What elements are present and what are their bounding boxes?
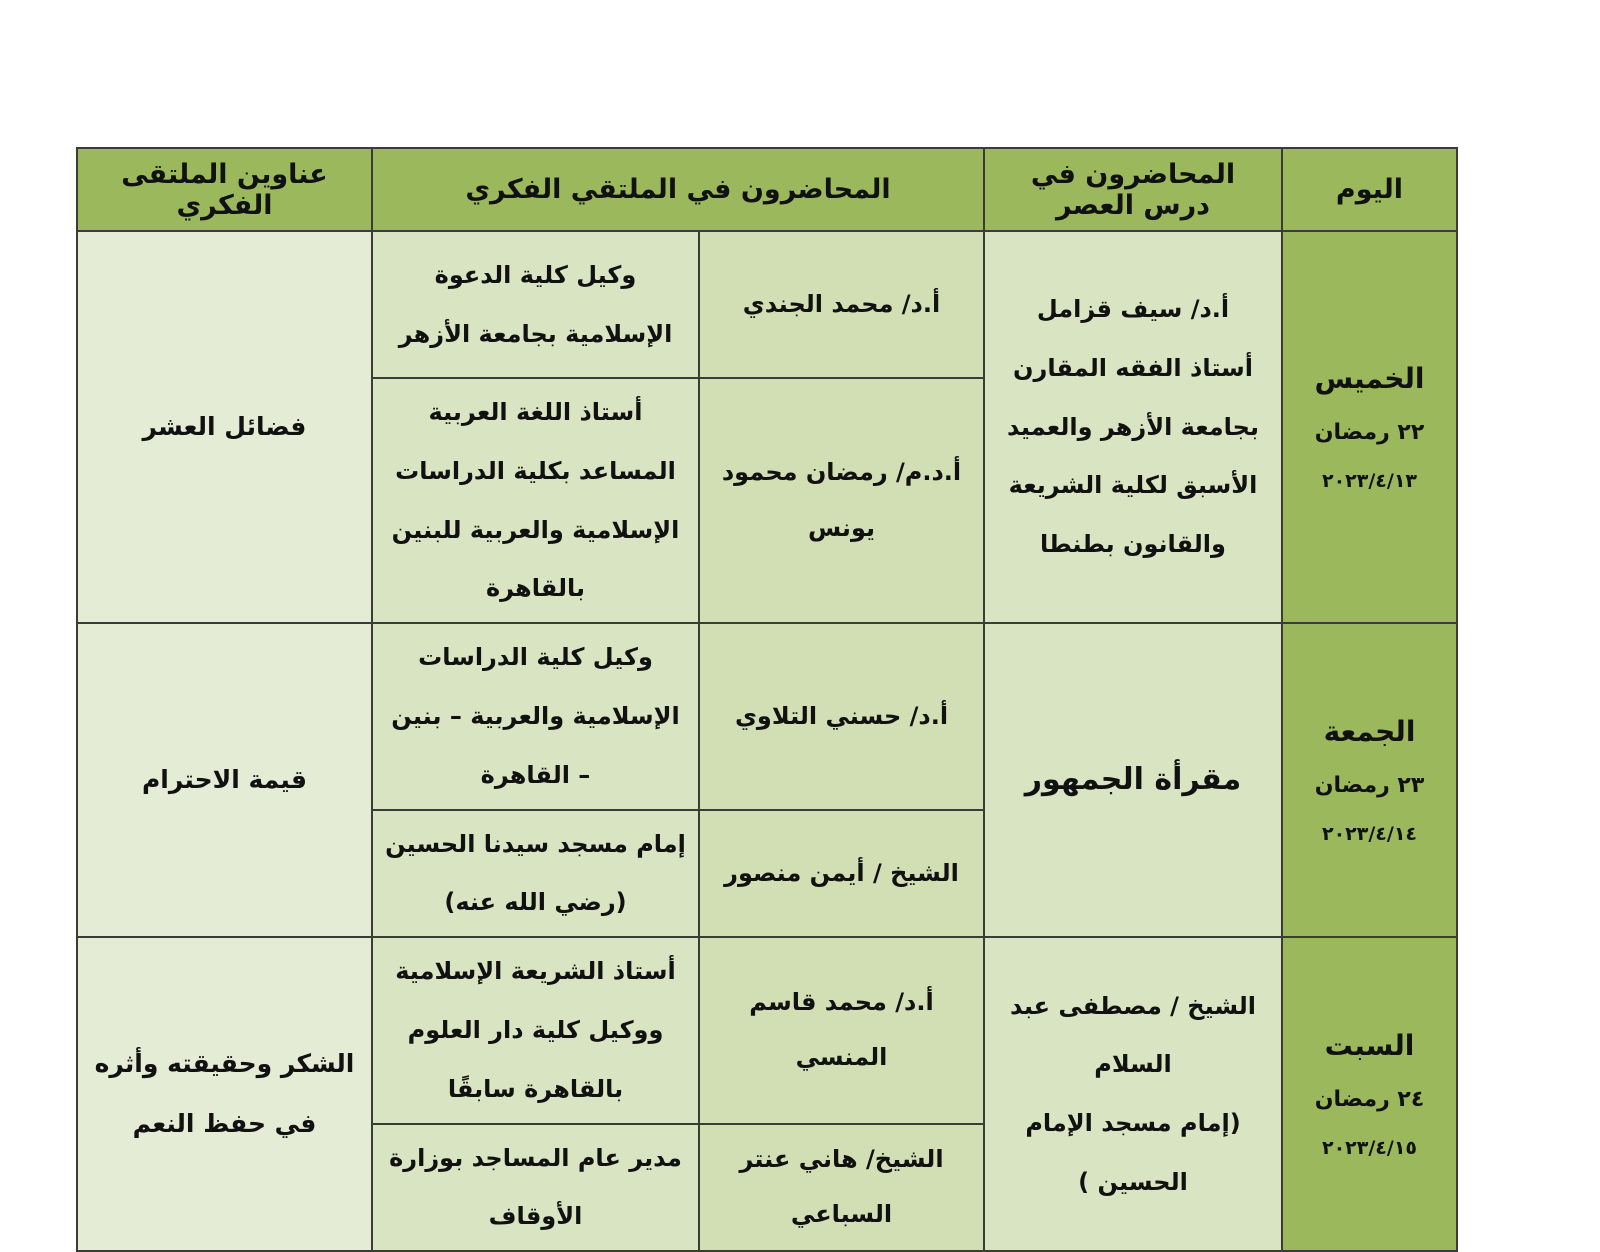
table-row [77,231,1457,378]
header-row [77,148,1457,231]
asr-lecturer-title: (إمام مسجد الإمام الحسين ) [1025,1109,1241,1196]
forum-lecturer-name: أ.د/ محمد قاسم المنسي [699,937,984,1123]
header-day: اليوم [1282,148,1457,231]
asr-lecturer-name: مقرأة الجمهور [1024,762,1242,798]
forum-topic: الشكر وحقيقته وأثره في حفظ النعم [77,937,372,1251]
forum-lecturer-name: أ.د/ محمد الجندي [699,231,984,378]
forum-lecturer-title: أستاذ الشريعة الإسلامية ووكيل كلية دار العلوم بالقاهرة سابقًا [372,937,699,1123]
day-name: الخميس [1314,361,1425,395]
asr-lecturer-cell [984,937,1282,1251]
day-hijri-date: ٢٤ رمضان [1314,1087,1425,1113]
forum-lecturer-name: الشيخ/ هاني عنتر السباعي [699,1124,984,1252]
day-name: الجمعة [1323,714,1416,748]
asr-lecturer-title: أستاذ الفقه المقارن بجامعة الأزهر والعميد الأسبق لكلية الشريعة والقانون بطنطا [1007,353,1259,559]
forum-lecturer-name: أ.د/ حسني التلاوي [699,623,984,809]
table-row [77,623,1457,809]
asr-lecturer-cell [984,231,1282,623]
day-cell-thursday [1282,231,1457,623]
day-hijri-date: ٢٣ رمضان [1314,773,1425,799]
header-forum-lecturers: المحاضرون في الملتقي الفكري [372,148,984,231]
forum-topic: قيمة الاحترام [77,623,372,937]
forum-lecturer-name: الشيخ / أيمن منصور [699,810,984,938]
header-asr-lecturers: المحاضرون في درس العصر [984,148,1282,231]
day-gregorian-date: ٢٠٢٣/٤/١٣ [1321,469,1418,492]
table-row [77,937,1457,1123]
header-forum-topics: عناوين الملتقى الفكري [77,148,372,231]
day-name: السبت [1324,1028,1415,1062]
day-cell-friday [1282,623,1457,937]
asr-lecturer-cell [984,623,1282,937]
forum-lecturer-name: أ.د.م/ رمضان محمود يونس [699,378,984,623]
asr-lecturer-name: الشيخ / مصطفى عبد السلام [1009,991,1257,1079]
asr-lecturer-name: أ.د/ سيف قزامل [1036,295,1230,324]
forum-lecturer-title: مدير عام المساجد بوزارة الأوقاف [372,1124,699,1252]
forum-lecturer-title: إمام مسجد سيدنا الحسين (رضي الله عنه) [372,810,699,938]
forum-lecturer-title: أستاذ اللغة العربية المساعد بكلية الدراسات الإسلامية والعربية للبنين بالقاهرة [372,378,699,623]
forum-lecturer-title: وكيل كلية الدراسات الإسلامية والعربية – بنين – القاهرة [372,623,699,809]
schedule-table [76,147,1458,1252]
day-cell-saturday [1282,937,1457,1251]
forum-topic: فضائل العشر [77,231,372,623]
forum-lecturer-title: وكيل كلية الدعوة الإسلامية بجامعة الأزهر [372,231,699,378]
day-hijri-date: ٢٢ رمضان [1314,420,1425,446]
day-gregorian-date: ٢٠٢٣/٤/١٥ [1321,1137,1418,1160]
day-gregorian-date: ٢٠٢٣/٤/١٤ [1321,823,1418,846]
